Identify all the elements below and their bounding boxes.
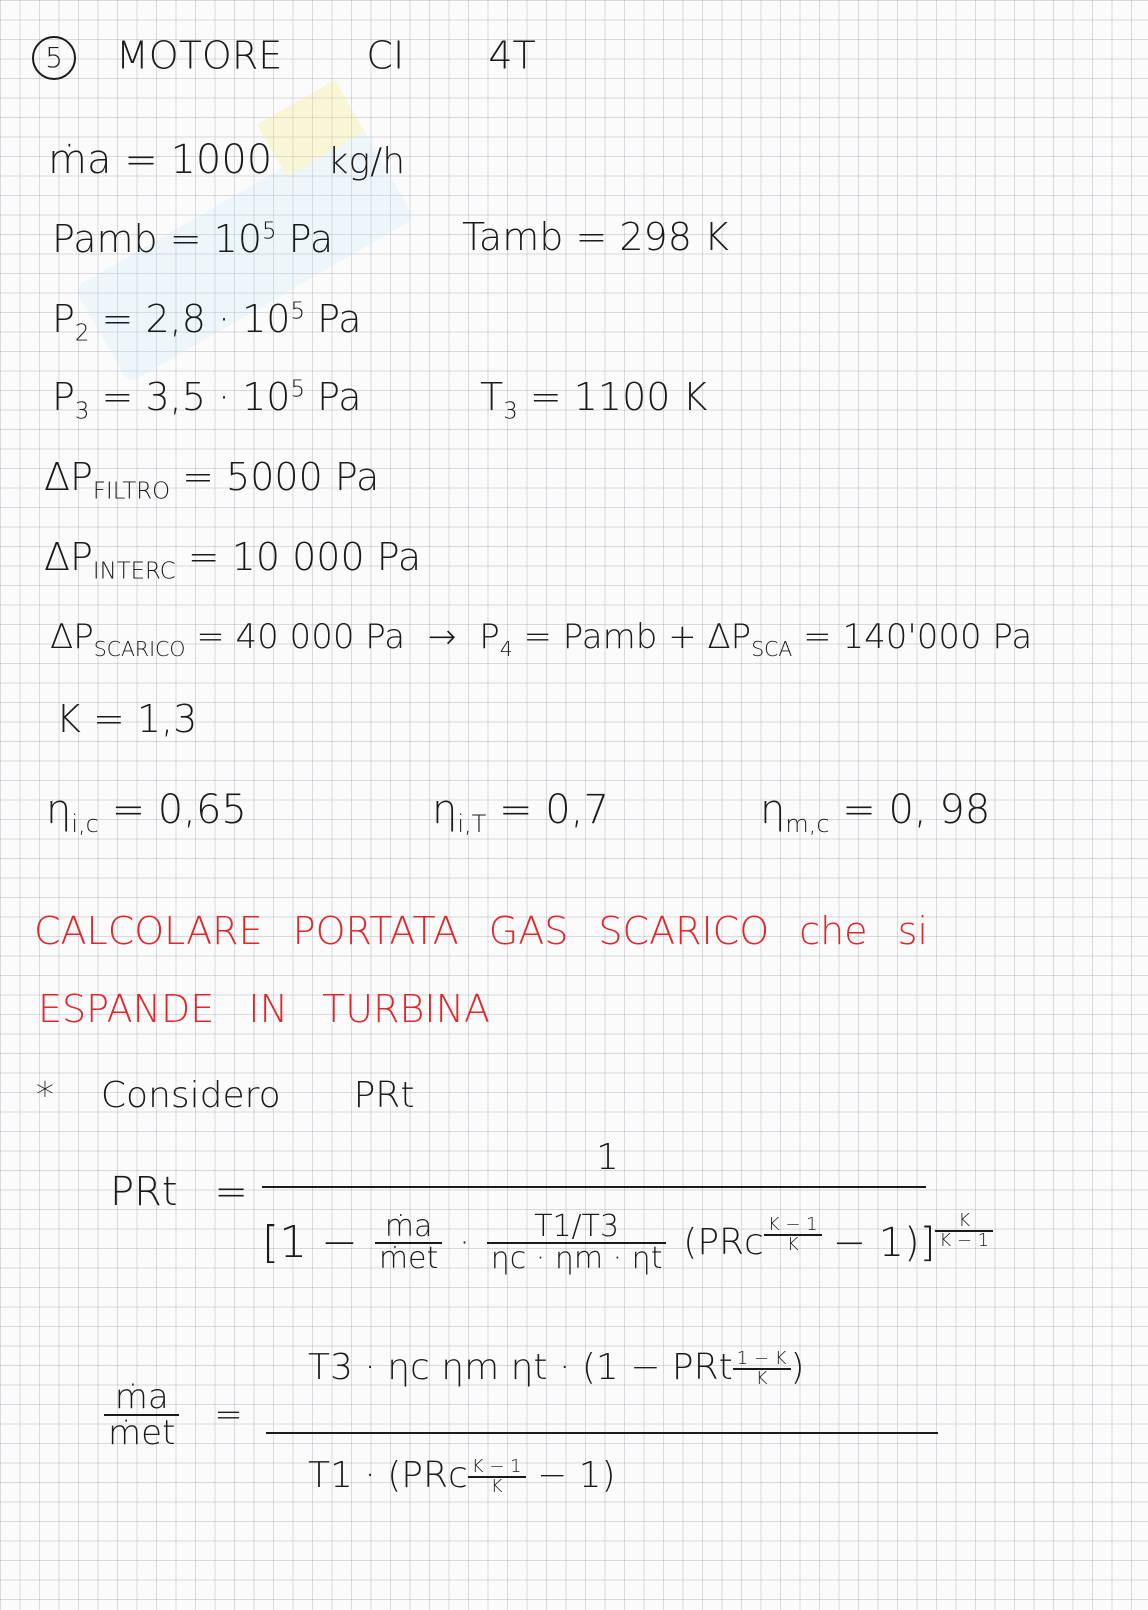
pamb-line: Pamb = $10^5$ Pa bbox=[52, 217, 334, 261]
p2-line: $P_2 = 2,8 \cdot 10^5$ Pa bbox=[52, 297, 362, 347]
ma-unit: kg/h bbox=[327, 141, 406, 182]
p3-unit: Pa bbox=[317, 375, 362, 419]
eta-mc-value: = 0, 98 bbox=[842, 787, 991, 833]
formula2-eq: = bbox=[214, 1395, 243, 1435]
formula1-open: [1 − bbox=[262, 1217, 359, 1268]
eta-mc-symbol: η bbox=[760, 787, 786, 833]
eta-ic-line bbox=[46, 787, 247, 838]
p4-expr-sub: SCA bbox=[751, 636, 793, 661]
formula1-outer-exp-den: K − 1 bbox=[939, 1230, 990, 1251]
p4-symbol: P bbox=[479, 617, 500, 657]
dp-scarico-line: $\Delta P_{SCARICO} = 40$ 000 $Pa \to P_4$ = Pamb + $\Delta P_{SCA} = 140'000$ Pa bbox=[50, 617, 1033, 661]
t3-symbol: T bbox=[480, 375, 504, 419]
formula1-paren-end: − 1)] bbox=[832, 1220, 936, 1266]
eta-it-value: = 0,7 bbox=[499, 787, 609, 833]
pamb-value: 10 bbox=[213, 217, 263, 261]
p2-value: 2,8 · 10 bbox=[145, 297, 291, 341]
dp-interc-value: 10 000 Pa bbox=[231, 535, 422, 579]
formula2-num-exp bbox=[733, 1350, 791, 1388]
formula1-lhs bbox=[110, 1169, 248, 1215]
engine-type: CI bbox=[366, 33, 405, 78]
formula2-met: ṁet bbox=[108, 1413, 176, 1453]
dp-interc-line: $\Delta P_{INTERC} = 10$ 000 Pa bbox=[44, 535, 422, 585]
p2-sub: 2 bbox=[74, 320, 90, 347]
p4-expr: = Pamb + ΔP bbox=[523, 617, 752, 657]
arrow-icon: → bbox=[427, 617, 457, 657]
p2-exp: 5 bbox=[290, 298, 305, 325]
p4-value: = 140'000 Pa bbox=[803, 617, 1033, 657]
formula1-denominator bbox=[262, 1209, 993, 1276]
formula2-num-end: ) bbox=[790, 1347, 805, 1388]
formula1-numerator: 1 bbox=[596, 1137, 619, 1178]
formula1-paren-exp bbox=[764, 1216, 822, 1254]
task-line-1: CALCOLARE PORTATA GAS SCARICO che si bbox=[34, 909, 928, 953]
formula1-mass-ratio bbox=[375, 1209, 442, 1276]
dp-scarico-value: 40 000 Pa bbox=[235, 617, 406, 657]
p3-symbol: P bbox=[52, 375, 75, 419]
dp-interc-symbol: ΔP bbox=[44, 535, 93, 579]
p2-symbol: P bbox=[52, 297, 75, 341]
formula2-fraction-bar bbox=[266, 1432, 938, 1434]
dp-filtro-value: 5000 Pa bbox=[226, 455, 380, 499]
formula2-den-end: − 1) bbox=[537, 1455, 616, 1496]
consider-line bbox=[36, 1075, 415, 1116]
pamb-symbol: Pamb bbox=[52, 217, 158, 261]
exercise-number: 5 bbox=[32, 36, 76, 80]
p3-sub: 3 bbox=[74, 398, 90, 425]
formula2-den-exp bbox=[468, 1458, 526, 1496]
cycle-type: 4T bbox=[488, 33, 536, 78]
formula1-etas: ηc · ηm · ηt bbox=[490, 1241, 663, 1276]
tamb-line: Tamb = 298 K bbox=[462, 215, 729, 259]
dp-filtro-line: $\Delta P_{FILTRO} = 5000$ Pa bbox=[44, 455, 380, 505]
eta-it-symbol: η bbox=[432, 787, 458, 833]
formula1-ma: ṁa bbox=[375, 1212, 442, 1244]
eta-it-line bbox=[432, 787, 609, 838]
exercise-title: MOTORE bbox=[116, 33, 283, 78]
formula1-met: ṁet bbox=[378, 1241, 439, 1276]
formula1-paren: (PRc bbox=[683, 1222, 764, 1263]
formula1-eq: = bbox=[214, 1169, 248, 1215]
pamb-exp: 5 bbox=[262, 218, 277, 245]
ma-symbol: ṁa bbox=[48, 137, 112, 183]
t3-line: $T_3 = 1100$ K bbox=[480, 375, 708, 425]
formula1-outer-exp bbox=[935, 1212, 993, 1250]
consider-symbol: PRt bbox=[353, 1075, 415, 1116]
p3-exp: 5 bbox=[290, 376, 305, 403]
t3-value: 1100 K bbox=[573, 375, 708, 419]
formula2-num-exp-den: K bbox=[755, 1368, 768, 1389]
exercise-header bbox=[32, 33, 536, 80]
ma-value: 1000 bbox=[170, 137, 273, 183]
dp-scarico-symbol: ΔP bbox=[50, 617, 94, 657]
t3-sub: 3 bbox=[503, 398, 518, 425]
formula1-fraction-bar bbox=[262, 1186, 926, 1188]
eta-ic-sub: i,c bbox=[71, 810, 99, 838]
consider-text: Considero bbox=[100, 1075, 281, 1116]
p4-sub: 4 bbox=[499, 636, 513, 661]
formula2-den-main: T1 · (PRc bbox=[308, 1455, 468, 1496]
eta-mc-line bbox=[760, 787, 991, 838]
tamb-value: 298 K bbox=[619, 215, 729, 259]
dp-interc-sub: INTERC bbox=[92, 558, 176, 585]
formula2-num-exp-num: 1 − K bbox=[733, 1350, 791, 1370]
formula1-t1t3: T1/T3 bbox=[487, 1212, 667, 1244]
p2-unit: Pa bbox=[317, 297, 362, 341]
eta-ic-symbol: η bbox=[46, 787, 72, 833]
eta-it-sub: i,T bbox=[457, 810, 487, 838]
formula2-lhs bbox=[104, 1377, 243, 1453]
dp-filtro-sub: FILTRO bbox=[92, 478, 171, 505]
formula2-numerator bbox=[308, 1347, 805, 1389]
k-line: K = 1,3 bbox=[56, 697, 198, 741]
formula1-temp-ratio bbox=[487, 1209, 667, 1276]
dp-filtro-symbol: ΔP bbox=[44, 455, 93, 499]
formula2-ma: ṁa bbox=[104, 1380, 179, 1416]
ma-line: ṁa = 1000 kg/h bbox=[48, 137, 406, 183]
formula2-den-exp-num: K − 1 bbox=[468, 1458, 526, 1478]
p3-line: $P_3 = 3,5 \cdot 10^5$ Pa bbox=[52, 375, 362, 425]
pamb-unit: Pa bbox=[288, 217, 334, 261]
formula2-num-main: T3 · ηc ηm ηt · (1 − PRt bbox=[308, 1347, 733, 1388]
tamb-symbol: Tamb bbox=[462, 215, 564, 259]
formula1-paren-exp-num: K − 1 bbox=[764, 1216, 822, 1236]
formula2-den-exp-den: K bbox=[490, 1476, 503, 1497]
formula2-mass-ratio bbox=[104, 1377, 179, 1453]
bullet-icon: * bbox=[36, 1075, 54, 1116]
formula1-paren-exp-den: K bbox=[786, 1234, 799, 1255]
formula1-outer-exp-num: K bbox=[935, 1212, 993, 1232]
p3-value: 3,5 · 10 bbox=[145, 375, 291, 419]
dp-scarico-sub: SCARICO bbox=[93, 636, 186, 661]
eta-ic-value: = 0,65 bbox=[111, 787, 247, 833]
formula1-dot: · bbox=[459, 1223, 470, 1263]
formula1-lhs-symbol: PRt bbox=[110, 1169, 178, 1215]
eta-mc-sub: m,c bbox=[785, 810, 830, 838]
formula2-denominator bbox=[308, 1455, 616, 1497]
task-line-2: ESPANDE IN TURBINA bbox=[38, 987, 491, 1031]
